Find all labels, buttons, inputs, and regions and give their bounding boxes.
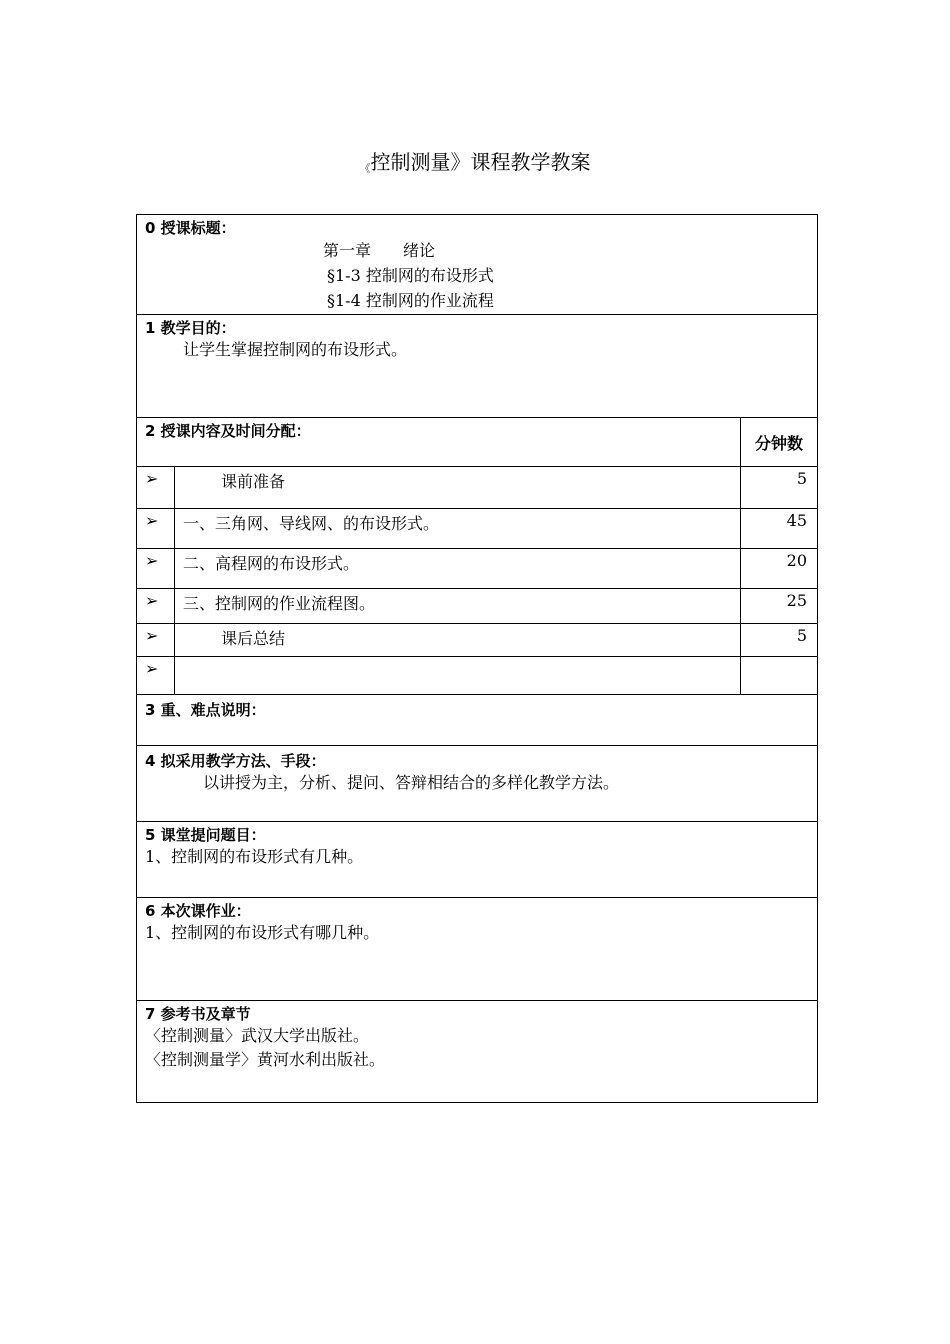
page-title bbox=[0, 146, 950, 176]
section-6-text: 1、控制网的布设形式有哪几种。 bbox=[145, 923, 380, 942]
content-row bbox=[137, 657, 818, 695]
bullet-icon: ➢ bbox=[137, 549, 175, 589]
content-minutes: 25 bbox=[741, 589, 818, 624]
section-6-heading: 6 本次课作业： bbox=[145, 902, 251, 920]
content-row bbox=[137, 467, 818, 509]
content-item bbox=[175, 657, 741, 695]
section-2-heading: 2 授课内容及时间分配： bbox=[145, 422, 311, 440]
section-4-text: 以讲授为主，分析、提问、答辩相结合的多样化教学方法。 bbox=[203, 773, 620, 792]
content-item: 课后总结 bbox=[175, 624, 741, 657]
topic-line-2: §1-4 控制网的作业流程 bbox=[327, 291, 494, 310]
section-4-row bbox=[137, 746, 818, 822]
content-minutes: 45 bbox=[741, 509, 818, 549]
content-row bbox=[137, 589, 818, 624]
reference-2: 〈控制测量学〉黄河水利出版社。 bbox=[145, 1050, 386, 1069]
bullet-icon: ➢ bbox=[137, 624, 175, 657]
minutes-header: 分钟数 bbox=[741, 418, 818, 467]
bullet-icon: ➢ bbox=[137, 467, 175, 509]
section-1-text: 让学生掌握控制网的布设形式。 bbox=[183, 340, 408, 359]
section-1-row bbox=[137, 315, 818, 418]
section-5-text: 1、控制网的布设形式有几种。 bbox=[145, 847, 364, 866]
section-7-heading: 7 参考书及章节 bbox=[145, 1005, 251, 1023]
section-0-heading: 0 授课标题： bbox=[145, 219, 236, 237]
reference-1: 〈控制测量〉武汉大学出版社。 bbox=[145, 1026, 370, 1045]
section-7-row bbox=[137, 1001, 818, 1103]
section-0-row bbox=[137, 215, 818, 315]
content-row bbox=[137, 549, 818, 589]
lesson-plan-table bbox=[136, 214, 818, 1103]
section-6-row bbox=[137, 898, 818, 1001]
content-minutes bbox=[741, 657, 818, 695]
section-4-heading: 4 拟采用教学方法、手段： bbox=[145, 752, 326, 770]
content-minutes: 20 bbox=[741, 549, 818, 589]
topic-line-1: §1-3 控制网的布设形式 bbox=[327, 266, 494, 285]
section-3-heading: 3 重、难点说明： bbox=[145, 701, 266, 719]
title-text: 控制测量》课程教学教案 bbox=[370, 150, 591, 174]
section-3-row bbox=[137, 695, 818, 746]
content-row bbox=[137, 624, 818, 657]
section-5-row bbox=[137, 822, 818, 898]
content-minutes: 5 bbox=[741, 467, 818, 509]
content-row bbox=[137, 509, 818, 549]
section-2-header-row bbox=[137, 418, 818, 467]
bullet-icon: ➢ bbox=[137, 589, 175, 624]
section-5-heading: 5 课堂提问题目： bbox=[145, 826, 266, 844]
content-item: 二、高程网的布设形式。 bbox=[175, 549, 741, 589]
section-1-heading: 1 教学目的： bbox=[145, 319, 236, 337]
bullet-icon: ➢ bbox=[137, 509, 175, 549]
topic-chapter: 第一章 绪论 bbox=[323, 241, 436, 260]
content-minutes: 5 bbox=[741, 624, 818, 657]
content-item: 三、控制网的作业流程图。 bbox=[175, 589, 741, 624]
title-open-quote: 《 bbox=[359, 162, 371, 175]
bullet-icon: ➢ bbox=[137, 657, 175, 695]
content-item: 课前准备 bbox=[175, 467, 741, 509]
content-item: 一、三角网、导线网、的布设形式。 bbox=[175, 509, 741, 549]
